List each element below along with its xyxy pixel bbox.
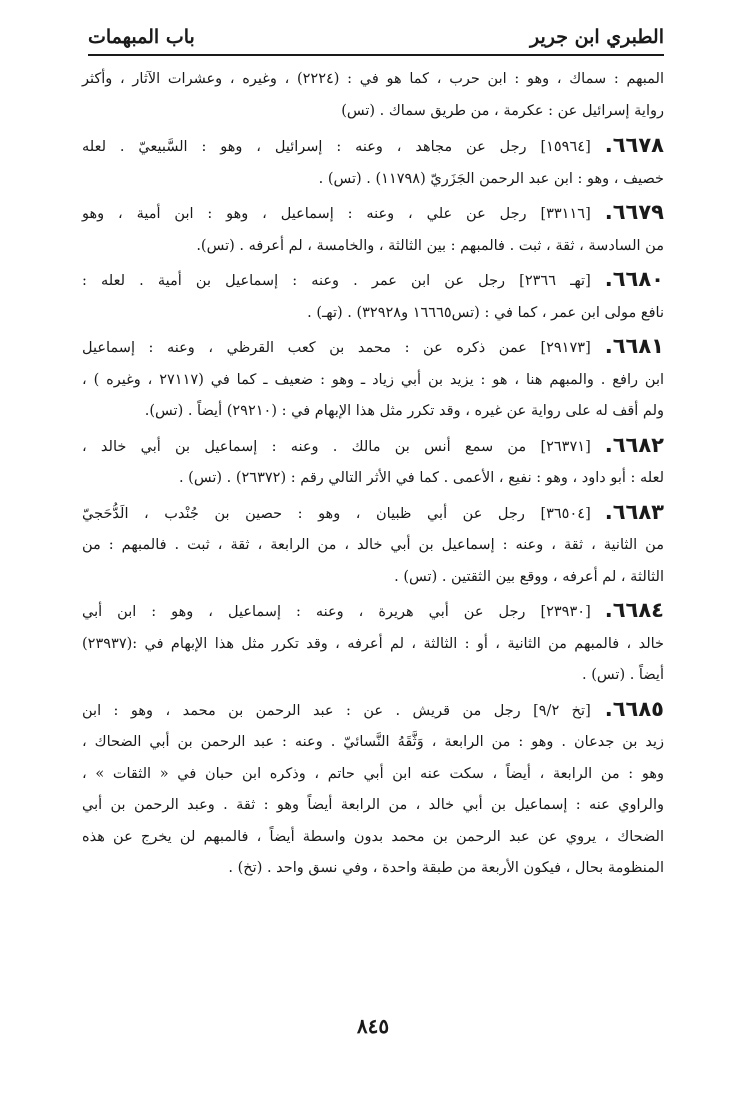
entry-number: ٦٦٧٨. [604,133,664,157]
text-line: وهو : من الرابعة ، أيضاً ، سكت عنه ابن أبي حاتم ، وذكره ابن حبان في « الثقات » ، [82,765,664,782]
entry-text: [٣٦٥٠٤] رجل عن أبي ظبيان ، وهو : حصين بن جُنْدب ، الَدُّحَجيّ [82,505,591,522]
text-line: رواية إسرائيل عن : عكرمة ، من طريق سماك . (تس) [341,102,664,119]
entry [82,497,664,594]
entry-text: [١٥٩٦٤] رجل عن مجاهد ، وعنه : إسرائيل ، وهو : السَّبيعيّ . لعله [82,139,591,155]
text-line [82,497,664,531]
text-line [82,331,664,365]
entry-text: [٣٣١١٦] رجل عن علي ، وعنه : إسماعيل ، وهو : ابن أمية ، وهو [82,206,591,222]
text-line [82,130,664,164]
entries-list [82,130,664,885]
entry-text: [٢٦٣٧١] من سمع أنس بن مالك . وعنه : إسماعيل بن أبي خالد ، [82,438,591,455]
text-line: والراوي عنه : إسماعيل بن أبي خالد ، من الرابعة أيضاً وهو : ثقة . وعبد الرحمن بن أبي [82,797,664,813]
text-line: الضحاك ، يروي عن عبد الرحمن بن محمد بدون واسطة أيضاً ، فالمبهم لن يخرج عن هذه [82,828,664,845]
text-line: المنظومة بحال ، فيكون الأربعة من طبقة واحدة ، وفي نسق واحد . (تخ) . [228,860,664,876]
text-line: زيد بن جدعان . وهو : من الرابعة ، وَثَّقَهُ النَّسائيّ . وعنه : عبد الرحمن بن أبي الضحاك ، [82,734,664,750]
page-body [82,64,664,887]
header-chapter-title: باب المبهمات [88,26,195,48]
text-line: من السادسة ، ثقة ، ثبت . فالمبهم : بين الثالثة ، والخامسة ، لم أعرفه . (تس). [196,237,664,254]
text-line [82,694,664,728]
entry [82,197,664,262]
entry [82,130,664,195]
text-line: خالد ، فالمبهم من الثانية ، أو : الثالثة ، لم أعرفه ، وقد تكرر مثل هذا الإبهام في :(٢٣٩٣٧) [82,635,664,652]
text-line [82,430,664,464]
entry-text: [تهـ ٢٣٦٦] رجل عن ابن عمر . وعنه : إسماعيل بن أمية . لعله : [82,273,591,289]
text-line: خصيف ، وهو : ابن عبد الرحمن الجَزَريّ (١١٧٩٨) . (تس) . [318,170,664,187]
text-line [82,264,664,298]
text-line: أيضاً . (تس) . [582,667,664,683]
entry-number: ٦٦٨٠. [604,267,664,291]
entry-text: [تخ ٩/٢] رجل من قريش . عن : عبد الرحمن بن محمد ، وهو : ابن [82,702,591,719]
entry-number: ٦٦٧٩. [604,200,664,224]
entry [82,264,664,329]
entry [82,694,664,885]
entry-text: [٢٩١٧٣] عمن ذكره عن : محمد بن كعب القرظي ، وعنه : إسماعيل [82,340,591,356]
text-line: ولم أقف له على رواية عن غيره ، وقد تكرر مثل هذا الإبهام في : (٢٩٢١٠) أيضاً . (تس). [144,403,664,419]
text-line: من الثانية ، ثقة ، وعنه : إسماعيل بن أبي خالد ، من الرابعة ، ثقة ، ثبت . فالمبهم : من [82,537,664,553]
text-line: لعله : أبو داود ، وهو : نفيع ، الأعمى . كما في الأثر التالي رقم : (٢٦٣٧٢) . (تس) . [178,470,664,486]
header-book-title: الطبري ابن جرير [529,26,664,48]
entry-text: [٢٣٩٣٠] رجل عن أبي هريرة ، وعنه : إسماعيل ، وهو : ابن أبي [82,604,591,620]
entry-number: ٦٦٨٥. [604,696,664,721]
text-line: المبهم : سماك ، وهو : ابن حرب ، كما هو في : (٢٢٢٤) ، وغيره ، وعشرات الآثار ، وأكثر [82,71,664,87]
entry-number: ٦٦٨٢. [604,432,664,457]
text-line: ابن رافع . والمبهم هنا ، هو : يزيد بن أبي زياد ـ وهو : ضعيف ـ كما في (٢٧١١٧ ، وغيره ) ، [82,371,665,388]
entry-number: ٦٦٨٣. [604,499,664,524]
intro-paragraph [82,64,664,127]
text-line: الثالثة ، لم أعرفه ، ووقع بين الثقتين . (تس) . [394,568,664,585]
entry-number: ٦٦٨١. [604,334,664,358]
entry [82,430,664,495]
text-line [82,197,664,231]
entry-number: ٦٦٨٤. [604,598,664,622]
entry [82,331,664,428]
text-line [82,595,664,629]
entry [82,595,664,692]
page-number: ٨٤٥ [356,1014,390,1038]
running-header [88,14,664,56]
text-line: نافع مولى ابن عمر ، كما في : (تس١٦٦٦٥ و٣٢٩٢٨) . (تهـ) . [307,304,664,321]
